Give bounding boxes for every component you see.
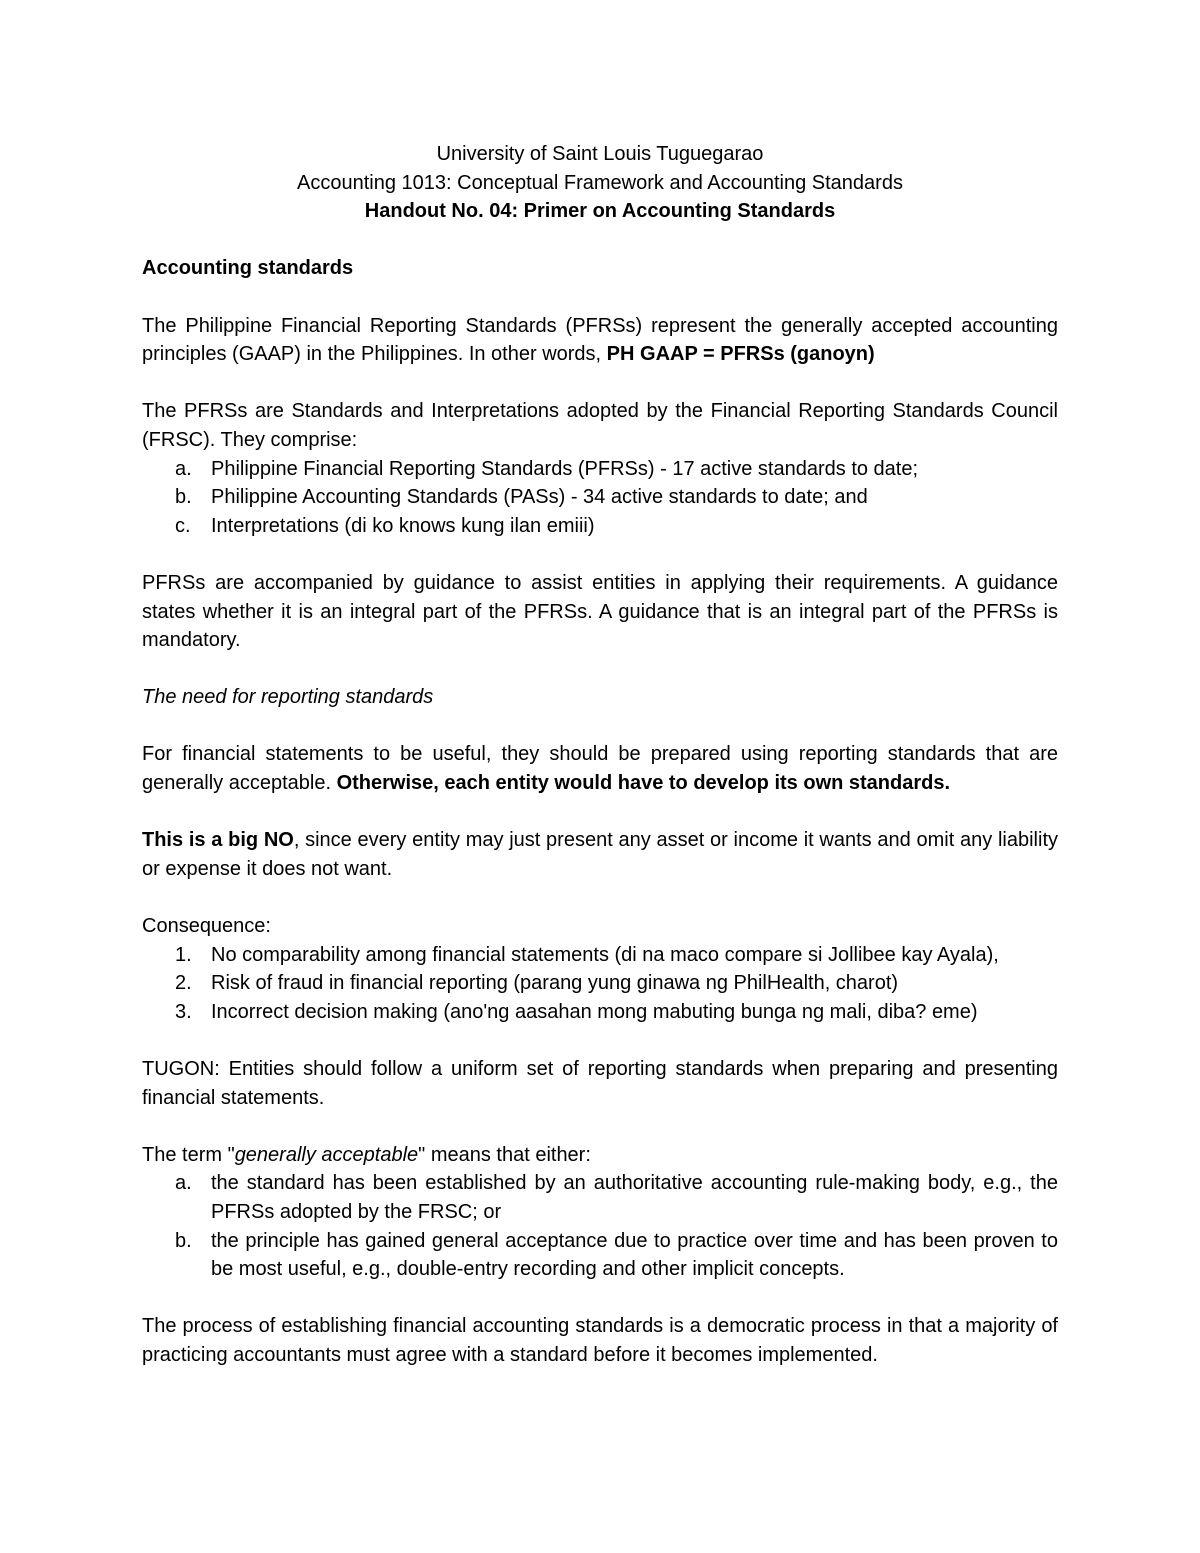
list-item — [142, 1227, 1058, 1284]
list-item — [142, 1169, 1058, 1226]
list-item — [142, 998, 1058, 1027]
list-item-text: Philippine Accounting Standards (PASs) - 34 active standards to date; and — [211, 486, 868, 509]
paragraph-guidance: PFRSs are accompanied by guidance to assist entities in applying their requirements. A guidance states whether it is an integral part of the PFRSs. A guidance that is an integral part of the PFRSs is mandatory. — [142, 571, 1058, 652]
term-list — [142, 1169, 1058, 1283]
bold-phrase: Otherwise, each entity would have to develop its own standards. — [336, 772, 951, 795]
paragraph-text: " means that either: — [418, 1143, 591, 1166]
paragraph-text: , since every entity may just present any asset or income it wants and omit any liability or expense it does not want. — [142, 829, 1058, 880]
list-item-text: Risk of fraud in financial reporting (parang yung ginawa ng PhilHealth, charot) — [211, 972, 899, 995]
paragraph-term-definition — [142, 1141, 1058, 1170]
list-marker: c. — [175, 514, 191, 537]
paragraph-usefulness — [142, 740, 1058, 797]
list-item-text: Philippine Financial Reporting Standards (PFRSs) - 17 active standards to date; — [211, 457, 919, 480]
list-item — [142, 455, 1058, 484]
list-item-text: Incorrect decision making (ano'ng aasahan mong mabuting bunga ng mali, diba? eme) — [211, 1000, 978, 1023]
course-title: Accounting 1013: Conceptual Framework and Accounting Standards — [297, 171, 903, 194]
list-marker: b. — [175, 486, 192, 509]
paragraph-tugon: TUGON: Entities should follow a uniform set of reporting standards when preparing and presenting financial statements. — [142, 1058, 1058, 1109]
list-marker: 3. — [175, 1000, 192, 1023]
list-item-text: Interpretations (di ko knows kung ilan emiii) — [211, 514, 595, 537]
list-item-text: the principle has gained general acceptance due to practice over time and has been proven to be most useful, e.g., double-entry recording and other implicit concepts. — [211, 1229, 1058, 1281]
document-body — [142, 140, 1058, 1370]
list-item — [142, 969, 1058, 998]
list-item — [142, 941, 1058, 970]
italic-phrase: generally acceptable — [234, 1143, 419, 1166]
list-item — [142, 512, 1058, 541]
section-heading-accounting-standards: Accounting standards — [142, 257, 354, 280]
list-marker: b. — [175, 1229, 192, 1252]
consequence-label: Consequence: — [142, 915, 271, 938]
list-item-text: No comparability among financial statements (di na maco compare si Jollibee kay Ayala), — [211, 943, 999, 966]
paragraph-text: For financial statements to be useful, they should be prepared using reporting standards that are generally acceptable. — [142, 743, 1058, 795]
bold-phrase: PH GAAP = PFRSs (ganoyn) — [606, 343, 875, 366]
paragraph-text: The term " — [142, 1143, 235, 1166]
paragraph-pfrs-composition: The PFRSs are Standards and Interpretations adopted by the Financial Reporting Standards Council (FRSC). They comprise: — [142, 400, 1058, 451]
list-item — [142, 483, 1058, 512]
list-marker: a. — [175, 457, 192, 480]
list-marker: 1. — [175, 943, 192, 966]
list-item-text: the standard has been established by an authoritative accounting rule-making body, e.g., the PFRSs adopted by the FRSC; or — [211, 1172, 1058, 1223]
bold-phrase: This is a big NO — [142, 829, 294, 852]
paragraph-closing: The process of establishing financial accounting standards is a democratic process in that a majority of practicing accountants must agree with a standard before it becomes implemented. — [142, 1315, 1058, 1366]
paragraph-pfrs-definition — [142, 312, 1058, 369]
university-name: University of Saint Louis Tuguegarao — [436, 143, 764, 165]
list-marker: a. — [175, 1172, 192, 1195]
paragraph-big-no — [142, 826, 1058, 883]
handout-title: Handout No. 04: Primer on Accounting Standards — [364, 200, 836, 223]
list-marker: 2. — [175, 972, 192, 995]
standards-list — [142, 455, 1058, 541]
paragraph-text: The Philippine Financial Reporting Standards (PFRSs) represent the generally accepted accounting principles (GAAP) in the Philippines. In other words, — [142, 314, 1058, 366]
section-heading-need-for-standards: The need for reporting standards — [142, 686, 434, 709]
consequence-list — [142, 941, 1058, 1027]
